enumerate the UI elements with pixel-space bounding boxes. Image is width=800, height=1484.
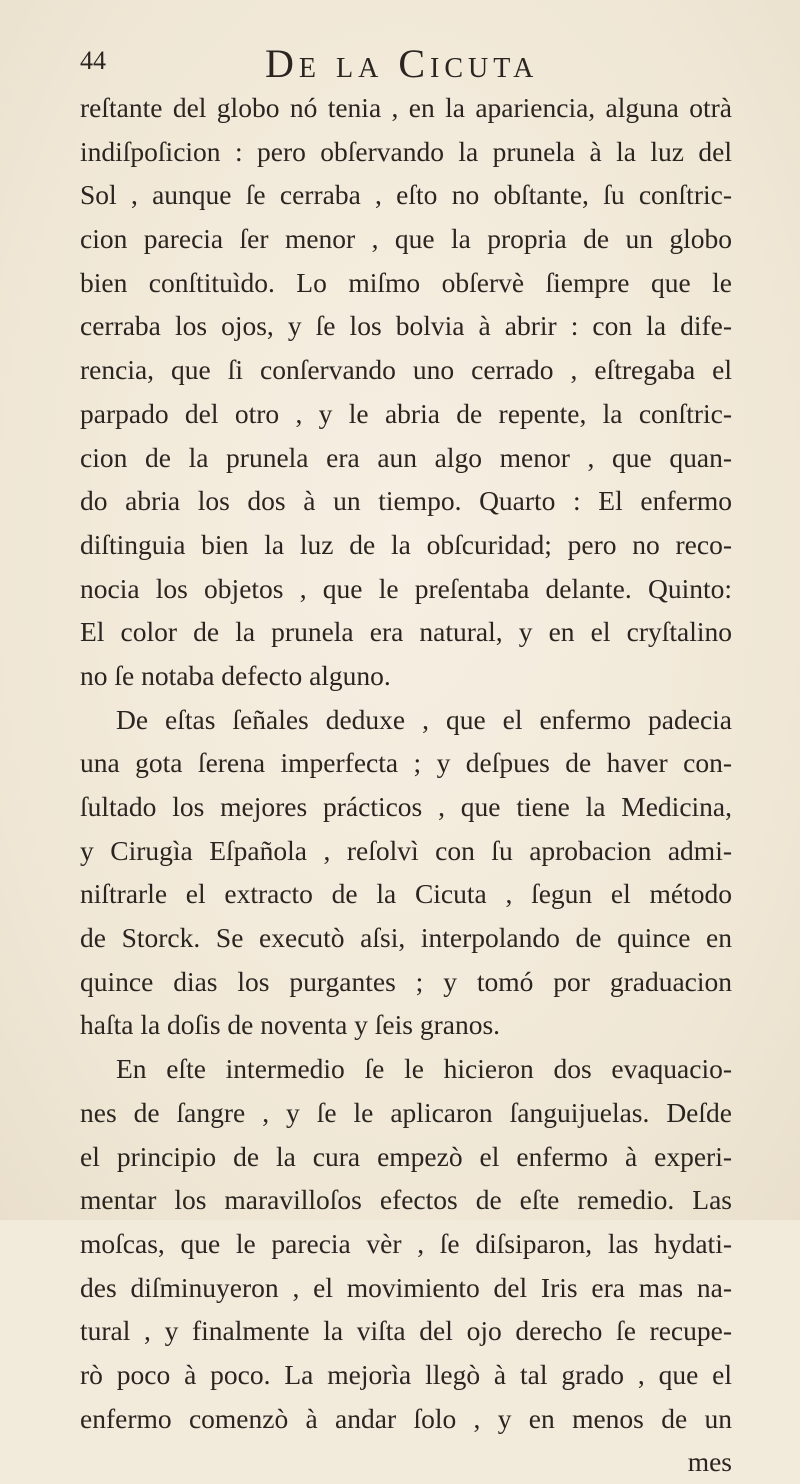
text-line: moſcas, que le parecia vèr , ſe diſsiparon, las hydati-: [80, 1227, 732, 1259]
text-line: do abria los dos à un tiempo. Quarto : El enfermo: [80, 485, 732, 517]
paragraph-end-line: haſta la doſis de noventa y ſeis granos.: [80, 1009, 501, 1041]
text-line: Sol , aunque ſe cerraba , eſto no obſtante, ſu conſtric-: [80, 179, 732, 211]
paragraph-end-line: no ſe notaba defecto alguno.: [80, 659, 391, 691]
text-line: diſtinguia bien la luz de la obſcuridad; pero no reco-: [80, 528, 732, 560]
text-line: rencia, que ſi conſervando uno cerrado , eſtregaba el: [80, 354, 732, 386]
running-head: [80, 40, 720, 84]
catchword: mes: [687, 1446, 732, 1478]
text-line: una gota ſerena imperfecta ; y deſpues de haver con-: [80, 747, 732, 779]
text-line: des diſminuyeron , el movimiento del Iris era mas na-: [80, 1271, 732, 1303]
text-line: parpado del otro , y le abria de repente, la conſtric-: [80, 397, 732, 429]
running-title: De la Cicuta: [265, 41, 539, 86]
text-line: quince dias los purgantes ; y tomó por graduacion: [80, 965, 732, 997]
text-line: cerraba los ojos, y ſe los bolvia à abrir : con la dife-: [80, 310, 732, 342]
page-number: 44: [80, 46, 106, 75]
text-line: rò poco à poco. La mejorìa llegò à tal grado , que el: [80, 1358, 732, 1390]
text-line: reſtante del globo nó tenia , en la apariencia, alguna otrà: [80, 92, 732, 123]
text-line: mentar los maravilloſos efectos de eſte remedio. Las: [80, 1184, 732, 1216]
text-line: nes de ſangre , y ſe le aplicaron ſanguijuelas. Deſde: [80, 1096, 732, 1128]
text-line: enfermo comenzò à andar ſolo , y en menos de un: [80, 1402, 732, 1434]
text-line: niſtrarle el extracto de la Cicuta , ſegun el método: [80, 878, 732, 910]
text-line: cion de la prunela era aun algo menor , que quan-: [80, 441, 732, 473]
text-line: de Storck. Se executò aſsi, interpolando de quince en: [80, 922, 732, 954]
paragraph-start-line: De eſtas ſeñales deduxe , que el enfermo padecia: [116, 703, 732, 735]
text-line: El color de la prunela era natural, y en el cryſtalino: [80, 616, 732, 648]
text-line: cion parecia ſer menor , que la propria de un globo: [80, 223, 732, 255]
paragraph-start-line: En eſte intermedio ſe le hicieron dos evaquacio-: [116, 1053, 732, 1085]
text-line: el principio de la cura empezò el enfermo à experi-: [80, 1140, 732, 1172]
text-line: y Cirugìa Eſpañola , reſolvì con ſu aprobacion admi-: [80, 834, 732, 866]
text-line: bien conſtituìdo. Lo miſmo obſervè ſiempre que le: [80, 266, 732, 298]
text-line: indiſpoſicion : pero obſervando la prunela à la luz del: [80, 135, 732, 167]
body-text: [80, 86, 732, 1484]
text-line: nocia los objetos , que le preſentaba delante. Quinto:: [80, 572, 732, 604]
text-line: tural , y finalmente la viſta del ojo derecho ſe recupe-: [80, 1315, 732, 1347]
text-line: ſultado los mejores prácticos , que tiene la Medicina,: [80, 791, 732, 822]
